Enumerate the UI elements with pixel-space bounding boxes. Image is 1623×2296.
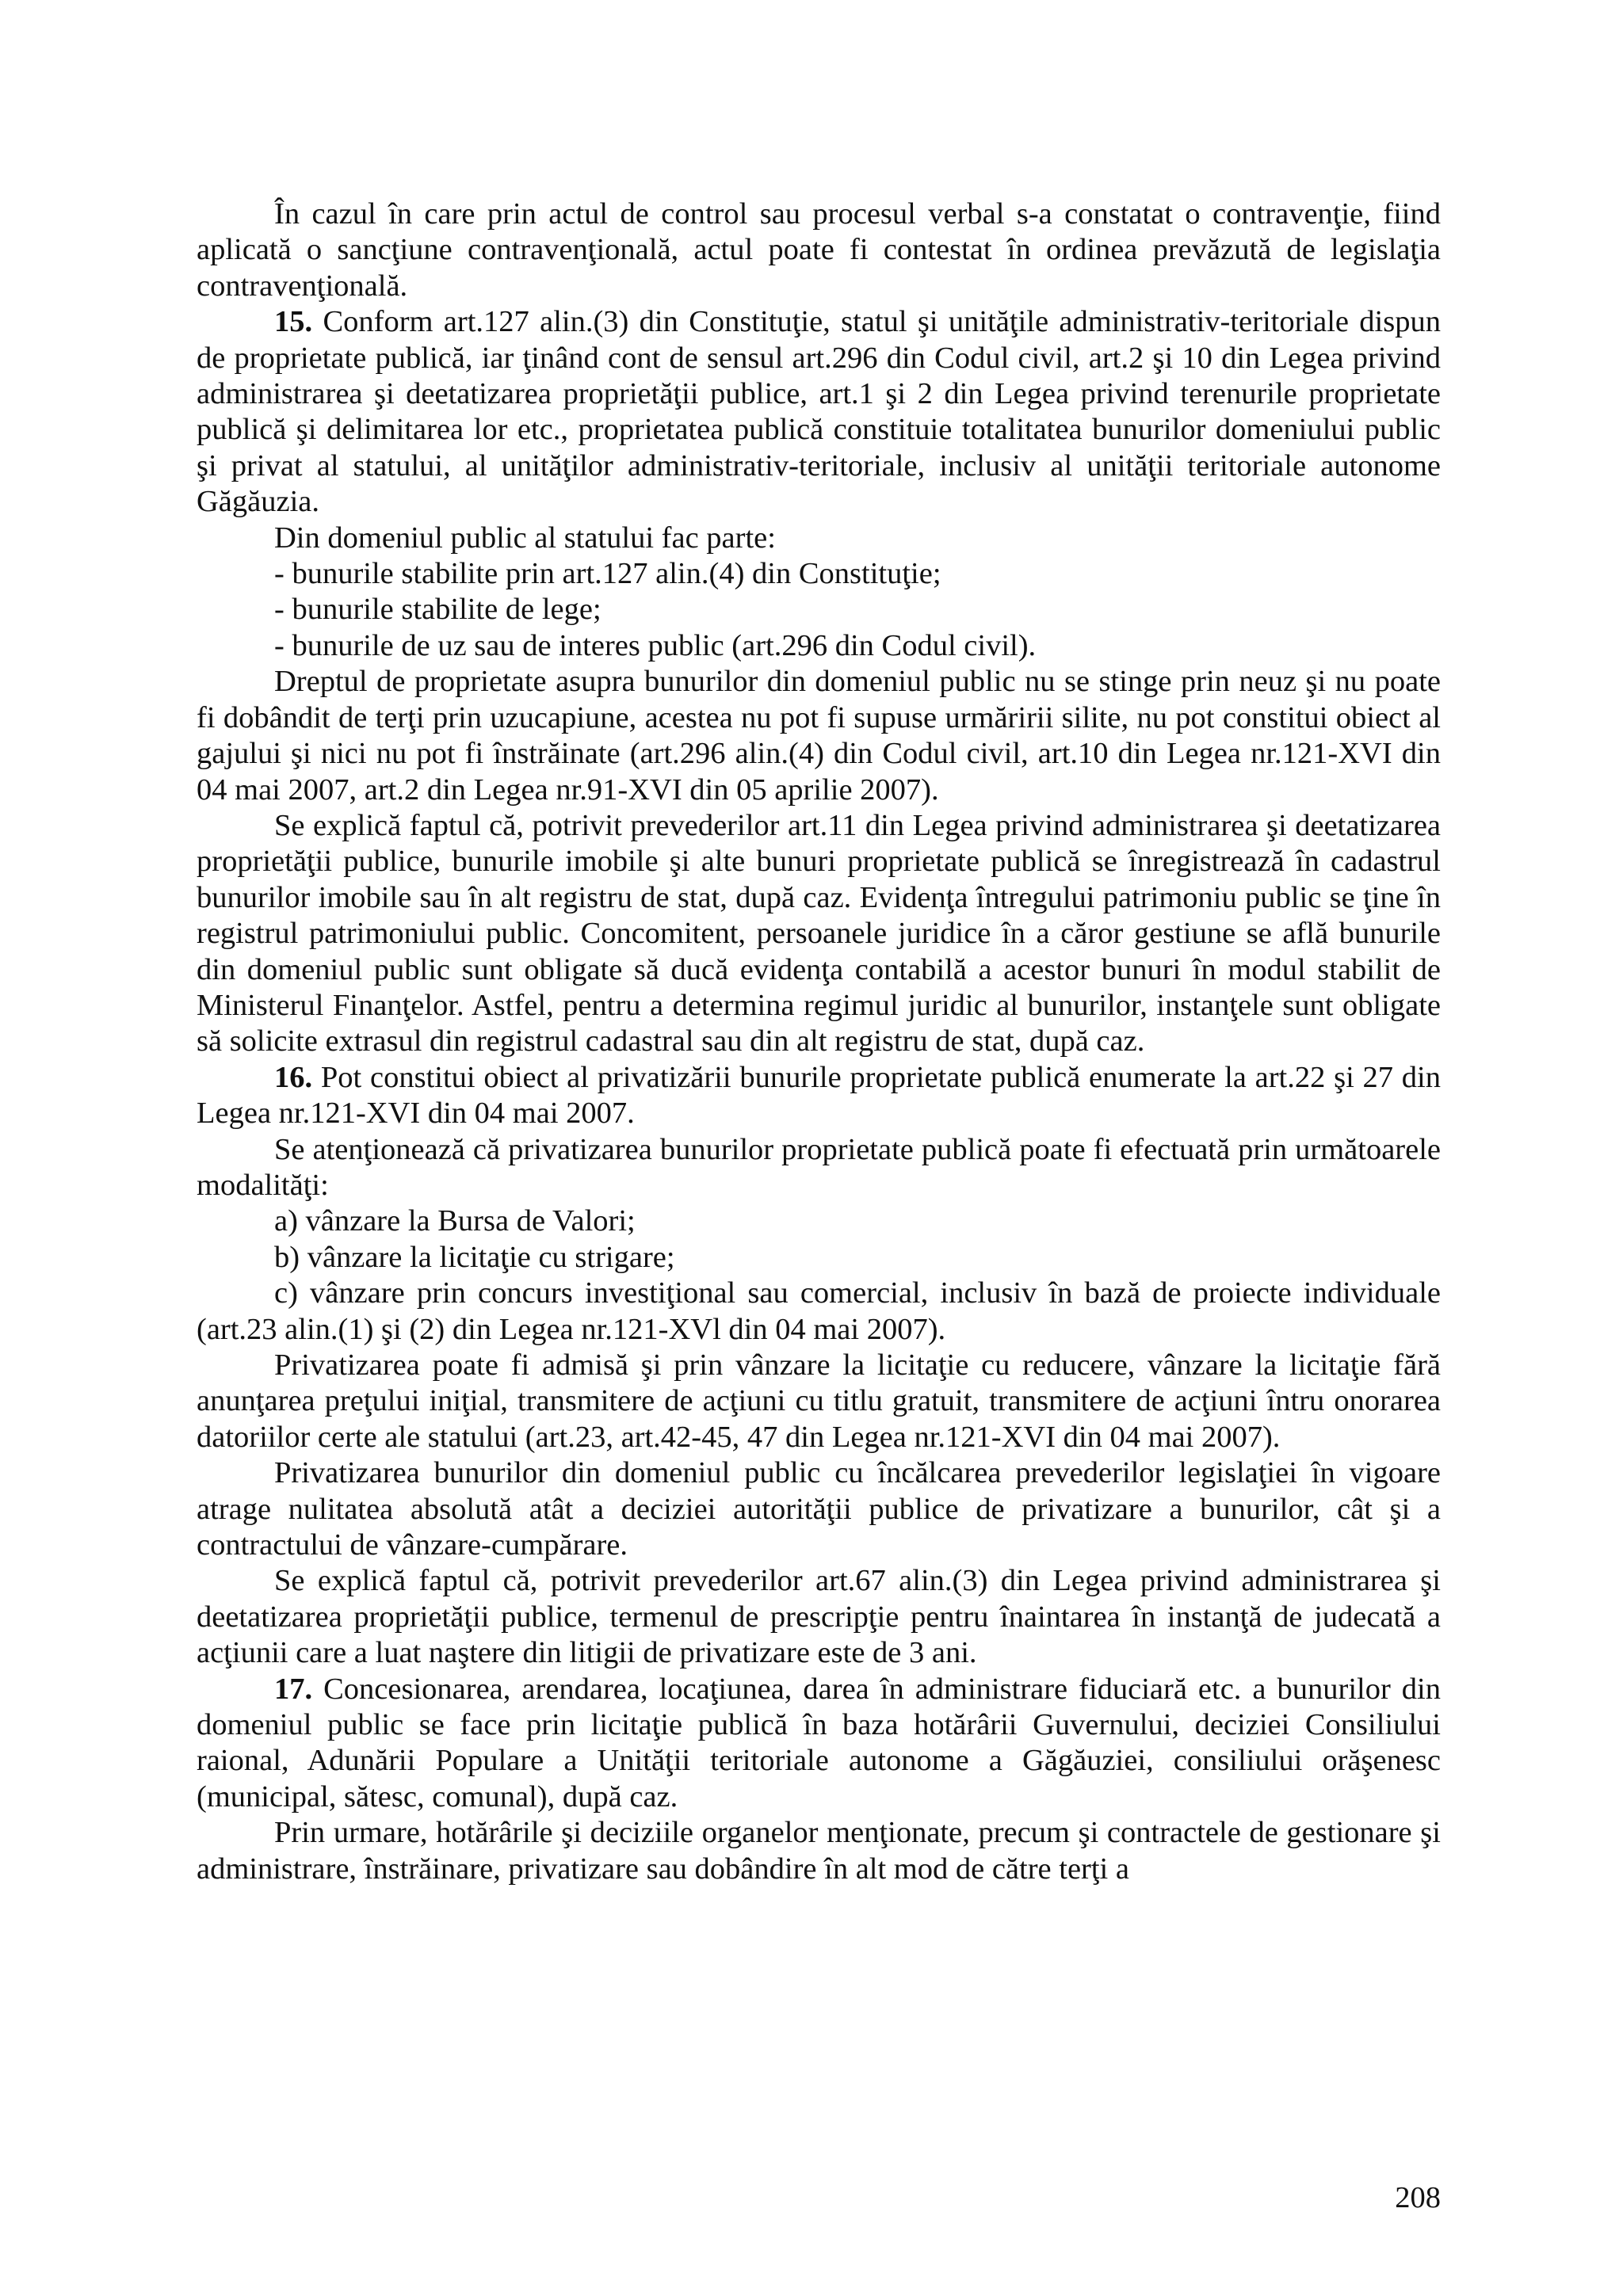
list-item [197,628,1441,664]
paragraph-privatizarea-admisa [197,1348,1441,1455]
paragraph-text: Se explică faptul că, potrivit prevederilor art.67 alin.(3) din Legea privind administrarea şi deetatizarea proprietăţii publice, termenul de prescripţie pentru înaintarea în instanţă de judecată a acţiunii care a luat naştere din litigii de privatizare este de 3 ani. [197,1564,1441,1670]
paragraph-text: Conform art.127 alin.(3) din Constituţie, statul şi unităţile administrativ-teritoriale dispun de proprietate publică, iar ţinând cont de sensul art.296 din Codul civil, art.2 şi 10 din Legea privind administrarea şi deetatizarea proprietăţii publice, art.1 şi 2 din Legea privind terenurile proprietate publică şi delimitarea lor etc., proprietatea publică constituie totalitatea bunurilor domeniului public şi privat al statului, al unităţilor administrativ-teritoriale, inclusiv al unităţii teritoriale autonome Găgăuzia. [197,305,1441,519]
list-item-text: - bunurile stabilite prin art.127 alin.(4) din Constituţie; [274,557,941,591]
paragraph-text: În cazul în care prin actul de control sau procesul verbal s-a constatat o contravenţie, fiind aplicată o sancţiune contravenţională, actul poate fi contestat în ordinea prevăzută de legislaţia contravenţională. [197,197,1441,303]
section-number: 17. [274,1672,313,1706]
list-item [197,1240,1441,1276]
paragraph-modalitati [197,1132,1441,1204]
paragraph-nulitatea [197,1455,1441,1563]
paragraph-contraventie [197,196,1441,304]
paragraph-section-17 [197,1672,1441,1816]
paragraph-section-16 [197,1060,1441,1132]
paragraph-text: Se explică faptul că, potrivit prevederilor art.11 din Legea privind administrarea şi deetatizarea proprietăţii publice, bunurile imobile şi alte bunuri proprietate publică se înregistrează în cadastrul bunurilor imobile sau în alt registru de stat, după caz. Evidenţa întregului patrimoniu public se ţine în registrul patrimoniului public. Concomitent, persoanele juridice în a căror gestiune se află bunurile din domeniul public sunt obligate să ducă evidenţa contabilă a acestor bunuri în modul stabilit de Ministerul Finanţelor. Astfel, pentru a determina regimul juridic al bunurilor, instanţele sunt obligate să solicite extrasul din registrul cadastral sau din alt registru de stat, după caz. [197,808,1441,1058]
list-item-text: b) vânzare la licitaţie cu strigare; [274,1240,675,1274]
document-body [197,196,1441,1887]
list-item [197,1203,1441,1239]
list-item [197,592,1441,627]
paragraph-text: Se atenţionează că privatizarea bunurilor proprietate publică poate fi efectuată prin următoarele modalităţi: [197,1132,1441,1202]
paragraph-prescriptie [197,1563,1441,1671]
paragraph-text: Privatizarea bunurilor din domeniul public cu încălcarea prevederilor legislaţiei în vigoare atrage nulitatea absolută atât a deciziei autorităţii publice de privatizare a bunurilor, cât şi a contractului de vânzare-cumpărare. [197,1456,1441,1562]
paragraph-dreptul-de-proprietate [197,664,1441,808]
list-item-text: c) vânzare prin concurs investiţional sau comercial, inclusiv în bază de proiecte individuale (art.23 alin.(1) şi (2) din Legea nr.121-XVl din 04 mai 2007). [197,1276,1441,1346]
paragraph-domeniul-public-intro [197,521,1441,556]
paragraph-section-15 [197,304,1441,520]
paragraph-prin-urmare [197,1815,1441,1887]
list-item [197,556,1441,592]
page-number: 208 [1395,2181,1441,2214]
section-number: 16. [274,1060,313,1094]
list-item-text: a) vânzare la Bursa de Valori; [274,1204,636,1238]
paragraph-evidenta [197,808,1441,1060]
list-item-text: - bunurile stabilite de lege; [274,593,601,627]
paragraph-text: Pot constitui obiect al privatizării bunurile proprietate publică enumerate la art.22 şi 27 din Legea nr.121-XVI din 04 mai 2007. [197,1060,1441,1131]
paragraph-text: Prin urmare, hotărârile şi deciziile organelor menţionate, precum şi contractele de gestionare şi administrare, înstrăinare, privatizare sau dobândire în alt mod de către terţi a [197,1816,1441,1886]
paragraph-text: Privatizarea poate fi admisă şi prin vânzare la licitaţie cu reducere, vânzare la licitaţie fără anunţarea preţului iniţial, transmitere de acţiuni cu titlu gratuit, transmitere de acţiuni întru onorarea datoriilor certe ale statului (art.23, art.42-45, 47 din Legea nr.121-XVI din 04 mai 2007). [197,1348,1441,1454]
section-number: 15. [274,305,313,339]
paragraph-text: Din domeniul public al statului fac parte: [274,521,776,555]
list-item-text: - bunurile de uz sau de interes public (art.296 din Codul civil). [274,628,1037,662]
paragraph-text: Dreptul de proprietate asupra bunurilor din domeniul public nu se stinge prin neuz şi nu poate fi dobândit de terţi prin uzucapiune, acestea nu pot fi supuse urmăririi silite, nu pot constitui obiect al gajului şi nici nu pot fi înstrăinate (art.296 alin.(4) din Codul civil, art.10 din Legea nr.121-XVI din 04 mai 2007, art.2 din Legea nr.91-XVI din 05 aprilie 2007). [197,665,1441,807]
paragraph-text: Concesionarea, arendarea, locaţiunea, darea în administrare fiduciară etc. a bunurilor din domeniul public se face prin licitaţie publică în baza hotărârii Guvernului, deciziei Consiliului raional, Adunării Populare a Unităţii teritoriale autonome a Găgăuziei, consiliului orăşenesc (municipal, sătesc, comunal), după caz. [197,1672,1441,1814]
list-item [197,1276,1441,1348]
